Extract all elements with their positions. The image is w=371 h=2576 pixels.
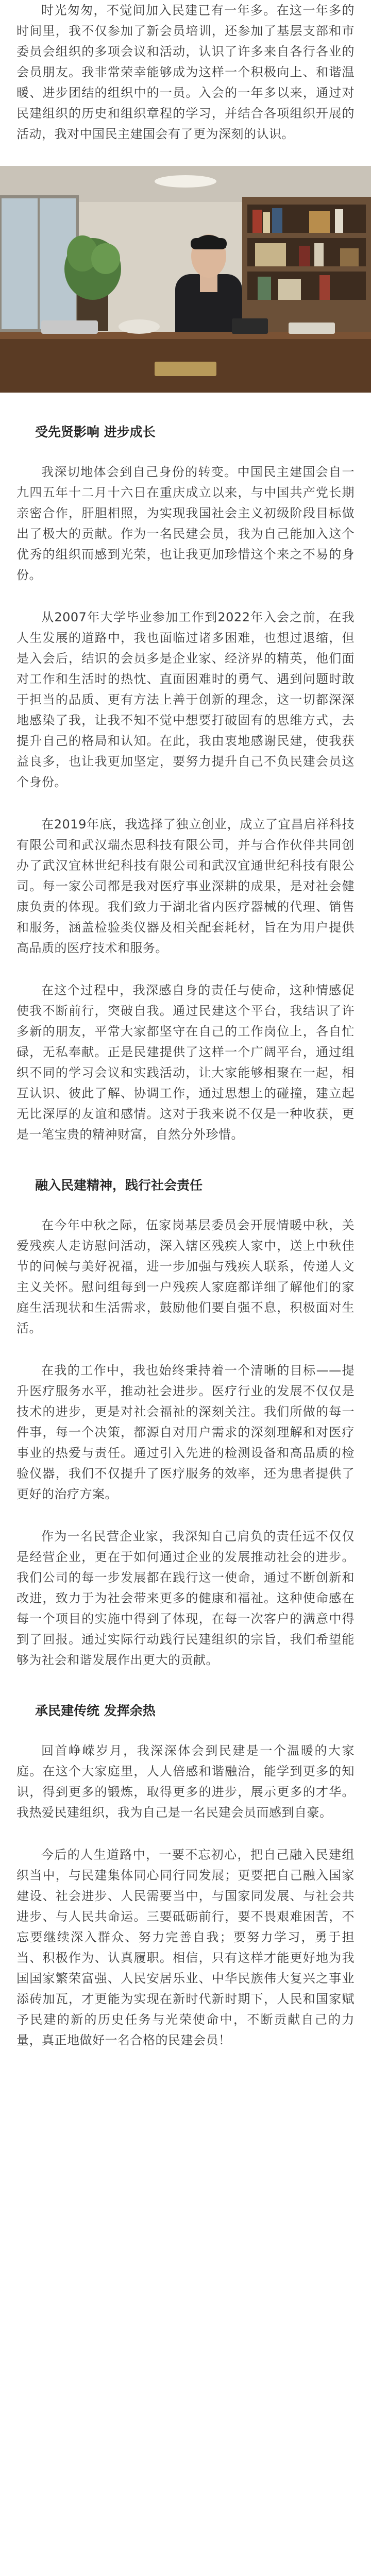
section1-paragraph-2: 从2007年大学毕业参加工作到2022年入会之前，在我人生发展的道路中，我也面临过诸多困难，也想过退缩，但是入会后，结识的会员多是企业家、经济界的精英，他们面对工作和生活时的热忱、直面困难时的勇气、遇到问题时敢于担当的品质、更有方法上善于创新的理念，这一切都深深地感染了我，让我不知不觉中想要打破固有的思维方式，去提升自己的格局和认知。在此，我由衷地感谢民建，使我获益良多，也让我更加坚定，要努力提升自己不负民建会员这个身份。: [16, 610, 355, 789]
section2-paragraph-3: 作为一名民营企业家，我深知自己肩负的责任远不仅仅是经营企业，更在于如何通过企业的发展推动社会的进步。我们公司的每一步发展都在践行这一使命，通过不断创新和改进，致力于为社会带来更多的健康和福祉。这种使命感在每一个项目的实施中得到了体现，在每一次客户的满意中得到了回报。通过实际行动践行民建组织的宗旨，我们希望能够为社会和谐发展作出更大的贡献。: [16, 1529, 355, 1667]
section-title-2: 融入民建精神，践行社会责任: [35, 1178, 203, 1193]
section2-paragraph-2: 在我的工作中，我也始终秉持着一个清晰的目标——提升医疗服务水平，推动社会进步。医疗行业的发展不仅仅是技术的进步，更是对社会福祉的深刻关注。我们所做的每一件事，每一个决策，都源自对用户需求的深刻理解和对医疗事业的热爱与责任。通过引入先进的检测设备和高品质的检验仪器，我们不仅提升了医疗服务的效率，还为患者提供了更好的治疗方案。: [16, 1363, 355, 1501]
section-title-3: 承民建传统 发挥余热: [35, 1703, 156, 1718]
section3-paragraph-2: 今后的人生道路中，一要不忘初心，把自己融入民建组织当中，与民建集体同心同行同发展；更要把自己融入国家建设、社会进步、人民需要当中，与国家同发展、与社会共进步、与人民共命运。三要砥砺前行，要不畏艰难困苦，不忘要继续深入群众、努力完善自我；要努力学习，勇于担当、积极作为、认真履职。相信，只有这样才能更好地为我国国家繁荣富强、人民安居乐业、中华民族伟大复兴之事业添砖加瓦，才更能为实现在新时代新时期下，人民和国家赋予民建的新的历史任务与光荣使命中，不断贡献自己的力量，真正地做好一名合格的民建会员！: [16, 1848, 355, 2047]
section1-paragraph-4: 在这个过程中，我深感自身的责任与使命，这种情感促使我不断前行，突破自我。通过民建这个平台，我结识了许多新的朋友，平常大家都坚守在自己的工作岗位上，各自忙碌，无私奉献。正是民建提供了这样一个广阔平台，通过组织不同的学习会议和实践活动，让大家能够相聚在一起，相互认识、彼此了解、协调工作，通过思想上的碰撞，建立起无比深厚的友谊和感情。这对于我来说不仅是一种收获，更是一笔宝贵的精神财富，自然分外珍惜。: [16, 983, 355, 1142]
section3-paragraph-1: 回首峥嵘岁月，我深深体会到民建是一个温暖的大家庭。在这个大家庭里，人人倍感和谐融洽，能学到更多的知识，得到更多的锻炼，取得更多的进步，展示更多的才华。我热爱民建组织，我为自己是一名民建会员而感到自豪。: [16, 1743, 355, 1820]
section2-paragraph-1: 在今年中秋之际，伍家岗基层委员会开展情暖中秋，关爱残疾人走访慰问活动，深入辖区残疾人家中，送上中秋佳节的问候与美好祝福，进一步加强与残疾人联系，传递人文主义关怀。慰问组每到一户残疾人家庭都详细了解他们的家庭生活现状和生活需求，鼓励他们要自强不息，积极面对生活。: [16, 1218, 355, 1335]
section1-paragraph-3: 在2019年底，我选择了独立创业，成立了宜昌启祥科技有限公司和武汉瑞杰思科技有限公司，并与合作伙伴共同创办了武汉宜林世纪科技有限公司和武汉宜通世纪科技有限公司。每一家公司都是我对医疗事业深耕的成果，是对社会健康负责的体现。我们致力于湖北省内医疗器械的代理、销售和服务，涵盖检验类仪器及相关配套耗材，旨在为用户提供高品质的医疗技术和服务。: [16, 817, 355, 955]
section1-paragraph-1: 我深切地体会到自己身份的转变。中国民主建国会自一九四五年十二月十六日在重庆成立以来，与中国共产党长期亲密合作，肝胆相照，为实现我国社会主义初级阶段目标做出了极大的贡献。作为一名民建会员，我为自己能加入这个优秀的组织而感到光荣，也让我更加珍惜这个来之不易的身份。: [16, 465, 355, 582]
section-title-1: 受先贤影响 进步成长: [35, 425, 156, 439]
office-photo: [0, 166, 371, 393]
intro-paragraph: 时光匆匆，不觉间加入民建已有一年多。在这一年多的时间里，我不仅参加了新会员培训，还参加了基层支部和市委员会组织的多项会议和活动，认识了许多来自各行各业的会员朋友。我非常荣幸能够成为这样一个积极向上、和谐温暖、进步团结的组织中的一员。入会的一年多以来，通过对民建组织的历史和组织章程的学习，并结合各项组织开展的活动，我对中国民主建国会有了更为深刻的认识。: [16, 3, 355, 141]
